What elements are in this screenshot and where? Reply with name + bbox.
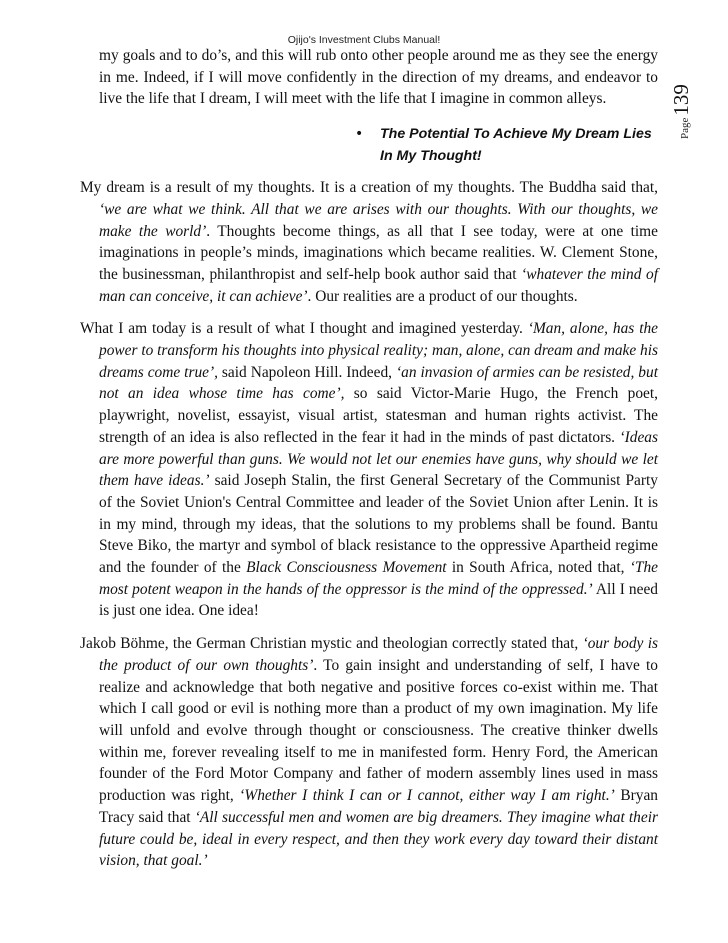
paragraph-power-of-ideas	[80, 318, 658, 622]
paragraph-text: so said Victor-Marie Hugo, the French poet, playwright, novelist, essayist, visual artist, statesman and human rights activist. The strength of an idea is also reflected in the fear it had in the minds of past dictators.	[99, 385, 658, 446]
paragraph-text: . Thoughts become things, as all that I see today, were at one time imaginations in people’s minds, imaginations which became realities. W. Clement Stone, the businessman, philanthropist and self-help book author said that	[99, 222, 658, 283]
bullet-icon: •	[355, 126, 364, 143]
paragraph-text: Jakob Böhme, the German Christian mystic and theologian correctly stated that,	[80, 635, 583, 653]
paragraph-text: . To gain insight and understanding of self, I have to realize and acknowledge that both negative and positive forces co-exist within me. That which I call good or evil is nothing more than a product of my own imagination. My life will unfold and evolve through thought or consciousness. The creative thinker dwells within me, forever revealing itself to me in manifested form. Henry Ford, the American founder of the Ford Motor Company and father of modern assembly lines used in mass production was right,	[99, 656, 658, 805]
quote-stalin: ‘Ideas are more powerful than guns. We would not let our enemies have guns, why should we let them have ideas.’	[99, 428, 658, 490]
page-number: 139	[669, 84, 693, 116]
document-body	[80, 45, 658, 872]
quote-steve-biko: ‘The most potent weapon in the hands of the oppressor is the mind of the oppressed.’	[99, 559, 659, 598]
quote-jakob-bohme: ‘our body is the product of our own thoughts’	[99, 635, 658, 674]
paragraph-text: All I need is just one idea. One idea!	[99, 580, 658, 620]
section-heading-text: The Potential To Achieve My Dream Lies In My Thought!	[380, 126, 652, 165]
paragraph-text: in South Africa, noted that,	[446, 559, 630, 577]
movement-name: Black Consciousness Movement	[246, 559, 447, 577]
quote-victor-hugo: ‘an invasion of armies can be resisted, but not an idea whose time has come’,	[99, 363, 658, 403]
page-label: Page	[679, 117, 691, 139]
paragraph-text: . Our realities are a product of our thoughts.	[307, 287, 578, 305]
running-header: Ojijo's Investment Clubs Manual!	[287, 34, 441, 46]
section-heading	[80, 123, 658, 167]
continued-text: my goals and to do’s, and this will rub onto other people around me as they see the energy in me. Indeed, if I will move confidently in the direction of my dreams, and endeavor to live the life that I dream, I will meet with the life that I imagine in common alleys.	[99, 47, 658, 108]
paragraph-text: My dream is a result of my thoughts. It is a creation of my thoughts. The Buddha said that,	[80, 179, 658, 197]
paragraph-text: What I am today is a result of what I thought and imagined yesterday.	[80, 320, 528, 338]
continued-paragraph	[80, 45, 658, 110]
paragraph-dream-thoughts	[80, 177, 658, 307]
quote-clement-stone: ‘whatever the mind of man can conceive, it can achieve’	[99, 265, 658, 305]
quote-buddha: ‘we are what we think. All that we are arises with our thoughts. With our thoughts, we make the world’	[99, 200, 658, 240]
quote-henry-ford: ‘Whether I think I can or I cannot, either way I am right.’	[239, 787, 615, 805]
paragraph-text: said Napoleon Hill. Indeed,	[217, 363, 396, 381]
quote-bryan-tracy: ‘All successful men and women are big dreamers. They imagine what their future could be, ideal in every respect, and then they work every day toward their distant vision, that goal.’	[99, 808, 658, 870]
quote-napoleon-hill: ‘Man, alone, has the power to transform his thoughts into physical reality; man, alone, can dream and make his dreams come true’,	[99, 320, 658, 381]
paragraph-text: said Joseph Stalin, the first General Secretary of the Communist Party of the Soviet Union's Central Committee and leader of the Soviet Union after Lenin. It is in my mind, through my ideas, that the solutions to my problems shall be found. Bantu Steve Biko, the martyr and symbol of black resistance to the oppressive Apartheid regime and the founder of the	[99, 472, 658, 577]
paragraph-text: Bryan Tracy said that	[99, 787, 658, 826]
paragraph-body-of-thoughts	[80, 633, 658, 872]
